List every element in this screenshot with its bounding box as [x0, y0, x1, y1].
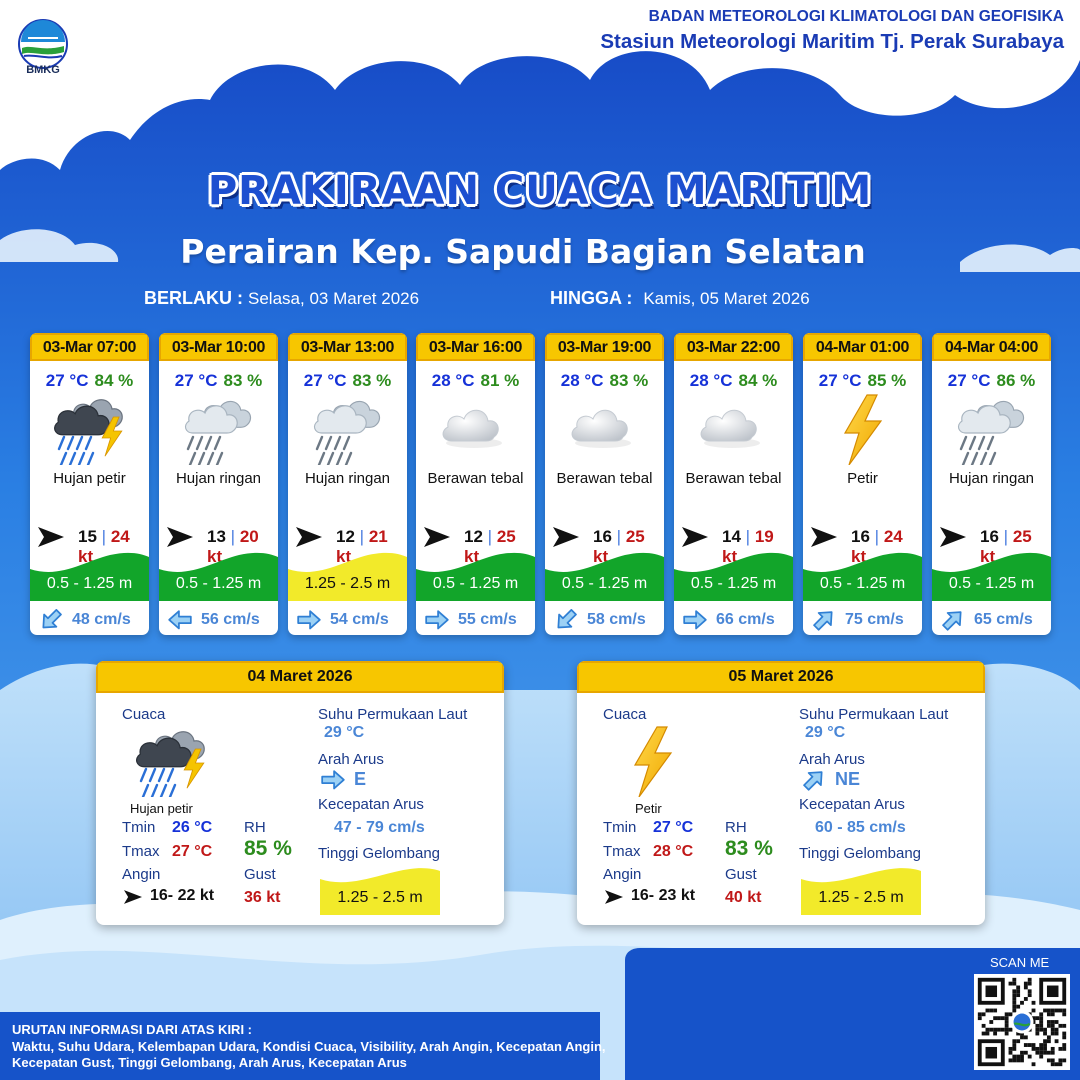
forecast-time: 03-Mar 22:00 — [674, 333, 793, 361]
forecast-time: 03-Mar 10:00 — [159, 333, 278, 361]
current-speed-label: Kecepatan Arus — [799, 796, 905, 813]
footer-description: Waktu, Suhu Udara, Kelembapan Udara, Kondisi Cuaca, Visibility, Arah Angin, Kecepatan Angin, Kecepatan Gust, Tinggi Gelombang, Arah Arus, Kecepatan Arus — [12, 1039, 606, 1070]
wave-height-label: Tinggi Gelombang — [318, 845, 441, 862]
lightning-icon — [611, 725, 693, 805]
wave-height: 0.5 - 1.25 m — [819, 575, 906, 592]
gust-label: Gust — [244, 866, 276, 883]
gust-speed: 21 kt — [336, 527, 388, 566]
temp-rh-row — [288, 371, 407, 391]
gust-speed: 24 kt — [851, 527, 903, 566]
weather-condition: Berawan tebal — [427, 470, 524, 487]
weather-condition: Hujan ringan — [304, 470, 391, 487]
logo-text: BMKG — [26, 64, 60, 76]
wind-row — [167, 525, 274, 566]
page-subtitle: Perairan Kep. Sapudi Bagian Selatan — [180, 232, 866, 271]
air-temperature: 27 °C — [45, 371, 89, 390]
wind-direction-arrow-icon — [553, 527, 579, 547]
summary-date: 04 Maret 2026 — [96, 661, 504, 693]
humidity: 83 % — [609, 371, 649, 390]
tmin-value: 27 °C — [653, 819, 694, 836]
wind-row — [682, 525, 789, 566]
separator: | — [874, 527, 880, 546]
wind-range: 16- 22 kt — [150, 887, 215, 904]
forecast-card — [416, 333, 535, 635]
valid-from-label: BERLAKU : — [144, 288, 243, 308]
current-speed: 75 cm/s — [845, 611, 904, 628]
footer-title: URUTAN INFORMASI DARI ATAS KIRI : — [12, 1022, 252, 1037]
gust-speed: 25 kt — [980, 527, 1032, 566]
forecast-card — [545, 333, 664, 635]
wave-height: 0.5 - 1.25 m — [46, 575, 133, 592]
current-speed: 66 cm/s — [716, 611, 775, 628]
humidity: 86 % — [996, 371, 1036, 390]
light-rain-icon — [177, 393, 259, 465]
gust-label: Gust — [725, 866, 757, 883]
forecast-time: 04-Mar 04:00 — [932, 333, 1051, 361]
separator: | — [1003, 527, 1009, 546]
wind-direction-arrow-icon — [424, 527, 450, 547]
tmin-value: 26 °C — [172, 819, 213, 836]
lightning-icon — [821, 393, 903, 465]
wind-label: Angin — [603, 866, 642, 883]
weather-condition: Petir — [847, 470, 878, 487]
rh-value: 85 % — [244, 837, 292, 860]
sst-label: Suhu Permukaan Laut — [318, 706, 468, 723]
daily-summary-card — [96, 661, 504, 925]
wave-height: 0.5 - 1.25 m — [690, 575, 777, 592]
wind-direction-arrow-icon — [124, 890, 142, 909]
humidity: 83 % — [223, 371, 263, 390]
temp-rh-row — [30, 371, 149, 391]
wind-direction-arrow-icon — [811, 527, 837, 547]
current-direction-value: E — [354, 769, 367, 789]
temp-rh-row — [545, 371, 664, 391]
air-temperature: 28 °C — [689, 371, 733, 390]
tmax-label: Tmax — [603, 843, 641, 860]
org-name: BADAN METEOROLOGI KLIMATOLOGI DAN GEOFISIKA — [648, 8, 1064, 25]
forecast-card — [803, 333, 922, 635]
weather-condition: Berawan tebal — [556, 470, 653, 487]
wave-height-value: 1.25 - 2.5 m — [818, 889, 904, 906]
temp-rh-row — [159, 371, 278, 391]
weather-label: Cuaca — [122, 706, 166, 723]
summary-date: 05 Maret 2026 — [577, 661, 985, 693]
wind-speed: 16 — [593, 527, 612, 546]
wind-direction-arrow-icon — [682, 527, 708, 547]
overcast-cloud-icon — [434, 393, 516, 465]
gust-value: 36 kt — [244, 889, 281, 906]
current-speed-label: Kecepatan Arus — [318, 796, 424, 813]
air-temperature: 27 °C — [818, 371, 862, 390]
tmin-label: Tmin — [603, 819, 637, 836]
temp-rh-row — [932, 371, 1051, 391]
wave-height: 0.5 - 1.25 m — [561, 575, 648, 592]
wind-row — [424, 525, 531, 566]
thunderstorm-rain-icon — [130, 725, 212, 805]
forecast-time: 03-Mar 13:00 — [288, 333, 407, 361]
temp-rh-row — [416, 371, 535, 391]
light-rain-icon — [950, 393, 1032, 465]
scan-me-label: SCAN ME — [990, 955, 1050, 970]
current-row — [682, 609, 789, 631]
air-temperature: 28 °C — [431, 371, 475, 390]
gust-speed: 25 kt — [593, 527, 645, 566]
separator: | — [230, 527, 236, 546]
current-speed-range: 47 - 79 cm/s — [334, 819, 425, 836]
weather-condition: Hujan petir — [130, 801, 193, 816]
wind-row — [811, 525, 918, 566]
overcast-cloud-icon — [692, 393, 774, 465]
wave-height: 1.25 - 2.5 m — [304, 575, 391, 592]
wave-height: 0.5 - 1.25 m — [948, 575, 1035, 592]
air-temperature: 27 °C — [174, 371, 218, 390]
light-rain-icon — [306, 393, 388, 465]
current-speed: 65 cm/s — [974, 611, 1033, 628]
sst-label: Suhu Permukaan Laut — [799, 706, 949, 723]
separator: | — [616, 527, 622, 546]
weather-condition: Hujan petir — [53, 470, 126, 487]
station-name: Stasiun Meteorologi Maritim Tj. Perak Surabaya — [600, 30, 1064, 53]
current-direction-arrow-icon — [801, 769, 827, 796]
current-row — [811, 609, 918, 631]
rh-label: RH — [725, 819, 747, 836]
air-temperature: 28 °C — [560, 371, 604, 390]
humidity: 84 % — [738, 371, 778, 390]
weather-condition: Hujan ringan — [175, 470, 262, 487]
gust-value: 40 kt — [725, 889, 762, 906]
current-speed: 48 cm/s — [72, 611, 131, 628]
wind-direction-arrow-icon — [940, 527, 966, 547]
wind-speed: 12 — [464, 527, 483, 546]
wind-speed: 15 — [78, 527, 97, 546]
wind-speed: 12 — [336, 527, 355, 546]
forecast-card — [674, 333, 793, 635]
valid-to-label: HINGGA : — [550, 288, 633, 308]
humidity: 85 % — [867, 371, 907, 390]
forecast-time: 03-Mar 19:00 — [545, 333, 664, 361]
forecast-card — [288, 333, 407, 635]
wave-height-value: 1.25 - 2.5 m — [337, 889, 423, 906]
sst-value: 29 °C — [324, 724, 365, 741]
wind-speed: 14 — [722, 527, 741, 546]
separator: | — [101, 527, 107, 546]
valid-from — [144, 288, 419, 309]
thunderstorm-rain-icon — [48, 393, 130, 465]
weather-condition: Berawan tebal — [685, 470, 782, 487]
current-speed-range: 60 - 85 cm/s — [815, 819, 906, 836]
gust-speed: 19 kt — [722, 527, 774, 566]
weather-label: Cuaca — [603, 706, 647, 723]
forecast-card — [30, 333, 149, 635]
sst-value: 29 °C — [805, 724, 846, 741]
wind-direction-arrow-icon — [296, 527, 322, 547]
current-row — [940, 609, 1047, 631]
separator: | — [487, 527, 493, 546]
tmax-value: 27 °C — [172, 843, 213, 860]
valid-to — [550, 288, 810, 309]
forecast-time: 04-Mar 01:00 — [803, 333, 922, 361]
gust-speed: 20 kt — [207, 527, 259, 566]
current-row — [424, 609, 531, 631]
forecast-time: 03-Mar 16:00 — [416, 333, 535, 361]
wind-speed: 16 — [980, 527, 999, 546]
wind-direction-arrow-icon — [167, 527, 193, 547]
current-row — [553, 609, 660, 631]
qr-code-icon[interactable] — [974, 974, 1070, 1070]
tmin-label: Tmin — [122, 819, 156, 836]
daily-summary-card — [577, 661, 985, 925]
wind-row — [553, 525, 660, 566]
rh-label: RH — [244, 819, 266, 836]
wind-direction-arrow-icon — [605, 890, 623, 909]
wave-height: 0.5 - 1.25 m — [432, 575, 519, 592]
humidity: 84 % — [94, 371, 134, 390]
rh-value: 83 % — [725, 837, 773, 860]
current-speed: 55 cm/s — [458, 611, 517, 628]
valid-from-value: Selasa, 03 Maret 2026 — [248, 289, 420, 308]
forecast-card — [159, 333, 278, 635]
page-title: PRAKIRAAN CUACA MARITIM — [207, 168, 873, 214]
valid-to-value: Kamis, 05 Maret 2026 — [643, 289, 810, 308]
current-direction-arrow-icon — [320, 769, 346, 796]
wind-row — [940, 525, 1047, 566]
wind-speed: 13 — [207, 527, 226, 546]
weather-condition: Hujan ringan — [948, 470, 1035, 487]
wind-row — [38, 525, 145, 566]
current-speed: 54 cm/s — [330, 611, 389, 628]
forecast-time: 03-Mar 07:00 — [30, 333, 149, 361]
temp-rh-row — [803, 371, 922, 391]
wind-row — [296, 525, 403, 566]
current-direction-label: Arah Arus — [799, 751, 865, 768]
temp-rh-row — [674, 371, 793, 391]
current-row — [167, 609, 274, 631]
current-direction-label: Arah Arus — [318, 751, 384, 768]
gust-speed: 25 kt — [464, 527, 516, 566]
current-row — [38, 609, 145, 631]
wind-direction-arrow-icon — [38, 527, 64, 547]
wind-label: Angin — [122, 866, 161, 883]
gust-speed: 24 kt — [78, 527, 130, 566]
current-speed: 56 cm/s — [201, 611, 260, 628]
current-direction-value: NE — [835, 769, 861, 789]
separator: | — [359, 527, 365, 546]
air-temperature: 27 °C — [947, 371, 991, 390]
separator: | — [745, 527, 751, 546]
wave-height-label: Tinggi Gelombang — [799, 845, 922, 862]
weather-condition: Petir — [635, 801, 662, 816]
air-temperature: 27 °C — [303, 371, 347, 390]
wind-range: 16- 23 kt — [631, 887, 696, 904]
humidity: 83 % — [352, 371, 392, 390]
wind-speed: 16 — [851, 527, 870, 546]
forecast-card — [932, 333, 1051, 635]
wave-height: 0.5 - 1.25 m — [175, 575, 262, 592]
tmax-value: 28 °C — [653, 843, 694, 860]
overcast-cloud-icon — [563, 393, 645, 465]
humidity: 81 % — [480, 371, 520, 390]
current-speed: 58 cm/s — [587, 611, 646, 628]
current-row — [296, 609, 403, 631]
tmax-label: Tmax — [122, 843, 160, 860]
